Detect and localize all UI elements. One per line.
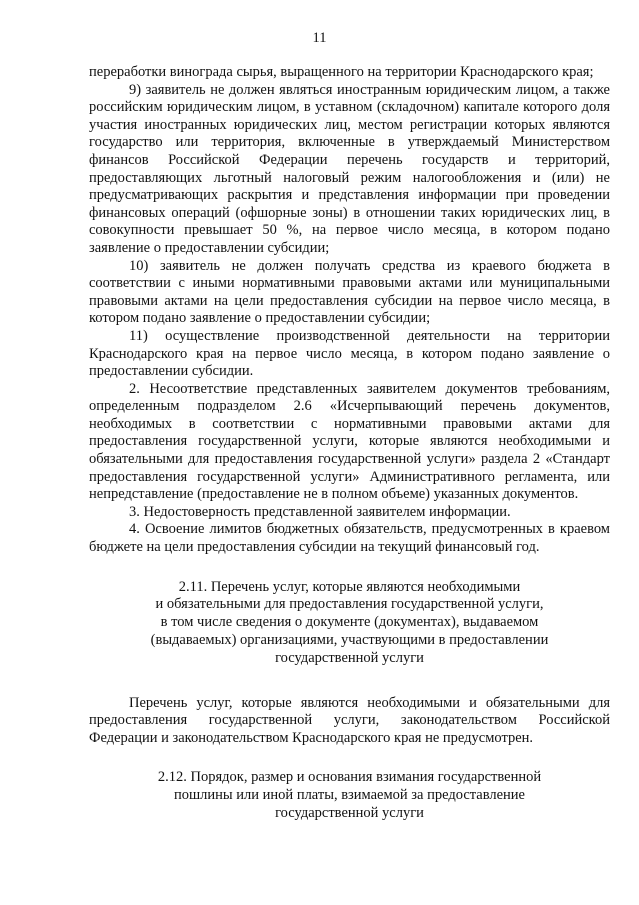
- heading-line: государственной услуги: [275, 649, 424, 666]
- heading-line: 2.11. Перечень услуг, которые являются необходимыми: [178, 578, 521, 595]
- section-2-11-body: Перечень услуг, которые являются необходимыми и обязательными для предоставления государственной услуги, законодательством Российской Федерации и законодательством Краснодарского края не предусмотрен.: [89, 694, 610, 746]
- paragraph-ground-3: 3. Недостоверность представленной заявителем информации.: [129, 503, 511, 520]
- section-heading-2-12: [89, 769, 610, 822]
- paragraph-continuation: переработки винограда сырья, выращенного на территории Краснодарского края;: [89, 64, 594, 80]
- paragraph-item-11: 11) осуществление производственной деятельности на территории Краснодарского края на первое число месяца, в котором подано заявление о предоставлении субсидии.: [89, 327, 610, 380]
- heading-line: пошлины или иной платы, взимаемой за предоставление: [173, 787, 525, 804]
- paragraph-ground-4: 4. Освоение лимитов бюджетных обязательств, предусмотренных в краевом бюджете на цели предоставления субсидии на текущий финансовый год.: [89, 521, 610, 556]
- paragraph-item-9: 9) заявитель не должен являться иностранным юридическим лицом, а также российским юридическим лицом, в уставном (складочном) капитале которого доля участия иностранных юридических лиц, местом регистрации которых являются государство или территория, включенные в утверждаемый Министерством финансов Российской Федерации перечень государств и территорий, предоставляющих льготный налоговый режим налогообложения и (или) не предусматривающих раскрытия и представления информации при проведении финансовых операций (офшорные зоны) в отношении таких юридических лиц, в совокупности превышает 50 %, на первое число месяца, в котором подано заявление о предоставлении субсидии;: [89, 81, 610, 256]
- paragraph-ground-2: 2. Несоответствие представленных заявителем документов требованиям, определенным подразделом 2.6 «Исчерпывающий перечень документов, необходимых в соответствии с нормативными правовыми актами для предоставления государственной услуги, которые являются необходимыми и обязательными для предоставления государственной услуги» раздела 2 «Стандарт предоставления государственной услуги» Административного регламента, или непредставление (предоставление не в полном объеме) указанных документов.: [89, 380, 610, 503]
- heading-line: и обязательными для предоставления государственной услуги,: [155, 596, 544, 613]
- document-body: [89, 64, 610, 823]
- page-number: 11: [312, 30, 327, 46]
- heading-line: 2.12. Порядок, размер и основания взимания государственной: [157, 769, 542, 786]
- section-heading-2-11: [89, 579, 610, 668]
- heading-line: (выдаваемых) организациями, участвующими в предоставлении: [150, 632, 549, 649]
- paragraph-item-10: 10) заявитель не должен получать средства из краевого бюджета в соответствии с иными нормативными правовыми актами или муниципальными правовыми актами на цели предоставления субсидии на первое число месяца, в котором подано заявление о предоставлении субсидии;: [89, 257, 610, 327]
- heading-line: в том числе сведения о документе (документах), выдаваемом: [160, 614, 539, 631]
- heading-line: государственной услуги: [275, 804, 424, 821]
